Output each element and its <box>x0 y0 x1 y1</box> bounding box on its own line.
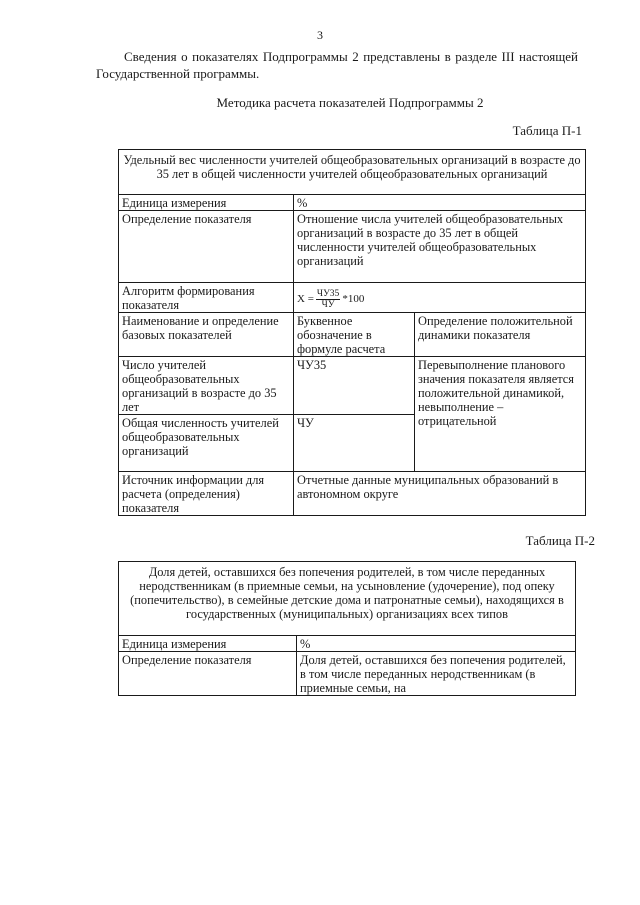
formula-denominator: ЧУ <box>321 299 335 310</box>
formula-lhs: X = <box>297 293 314 305</box>
source-value: Отчетные данные муниципальных образований в автономном округе <box>294 472 586 516</box>
formula-multiplier: *100 <box>342 293 365 305</box>
table-row <box>119 357 586 415</box>
unit-value: % <box>297 636 576 652</box>
header-symbol: Буквенное обозначение в формуле расчета <box>294 313 415 357</box>
formula-cell <box>294 283 586 313</box>
formula-fraction <box>316 289 340 310</box>
header-base: Наименование и определение базовых показателей <box>119 313 294 357</box>
table-row <box>119 211 586 283</box>
table-row <box>119 150 586 195</box>
formula-numerator: ЧУ35 <box>316 288 340 299</box>
dynamics-text: Перевыполнение планового значения показателя является положительной динамикой, невыполнение – отрицательной <box>415 357 586 472</box>
algorithm-label: Алгоритм формирования показателя <box>119 283 294 313</box>
unit-label: Единица измерения <box>119 636 297 652</box>
base-symbol-1: ЧУ35 <box>294 357 415 415</box>
definition-label: Определение показателя <box>119 652 297 696</box>
table-p2 <box>118 561 576 696</box>
base-name-2: Общая численность учителей общеобразовательных организаций <box>119 415 294 472</box>
table-row <box>119 472 586 516</box>
unit-label: Единица измерения <box>119 195 294 211</box>
table2-title: Доля детей, оставшихся без попечения родителей, в том числе переданных неродственникам (в приемные семьи, на усыновление (удочерение), под опеку (попечительство), в семейные детские дома и патронатные семьи), находящихся в государственных (муниципальных) организациях всех типов <box>119 562 576 636</box>
header-dynamics: Определение положительной динамики показателя <box>415 313 586 357</box>
table1-label: Таблица П-1 <box>512 123 582 138</box>
table2-label: Таблица П-2 <box>525 533 595 548</box>
table1-title: Удельный вес численности учителей общеобразовательных организаций в возрасте до 35 лет в общей численности учителей общеобразовательных организаций <box>119 150 586 195</box>
table-p1 <box>118 149 586 516</box>
source-label: Источник информации для расчета (определения) показателя <box>119 472 294 516</box>
table-row <box>119 313 586 357</box>
definition-value: Доля детей, оставшихся без попечения родителей, в том числе переданных неродственникам (в приемные семьи, на <box>297 652 576 696</box>
table-row <box>119 283 586 313</box>
definition-label: Определение показателя <box>119 211 294 283</box>
formula <box>297 287 364 310</box>
page-number: 3 <box>317 28 323 42</box>
base-name-1: Число учителей общеобразовательных организаций в возрасте до 35 лет <box>119 357 294 415</box>
unit-value: % <box>294 195 586 211</box>
base-symbol-2: ЧУ <box>294 415 415 472</box>
table-row <box>119 562 576 636</box>
intro-paragraph: Сведения о показателях Подпрограммы 2 представлены в разделе III настоящей Государственной программы. <box>96 49 578 81</box>
table-row <box>119 636 576 652</box>
method-title: Методика расчета показателей Подпрограммы 2 <box>216 95 484 110</box>
table-row <box>119 652 576 696</box>
table-row <box>119 195 586 211</box>
definition-value: Отношение числа учителей общеобразовательных организаций в возрасте до 35 лет в общей численности учителей общеобразовательных организаций <box>294 211 586 283</box>
